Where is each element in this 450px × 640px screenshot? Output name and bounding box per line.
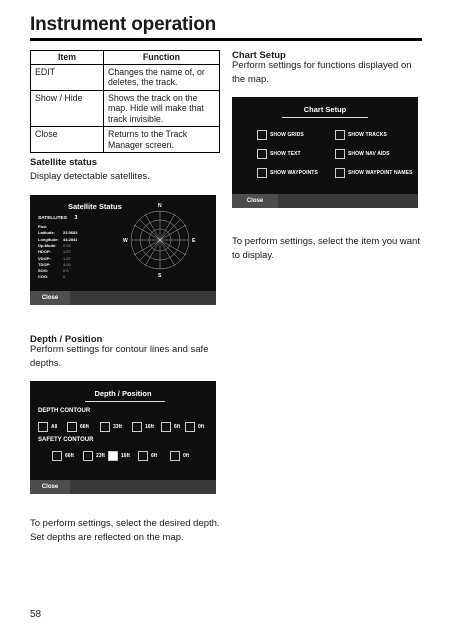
depth-heading: Depth / Position (30, 334, 103, 345)
depth-text: Perform settings for contour lines and safe depths. (30, 344, 209, 369)
page-title: Instrument operation (30, 14, 217, 35)
checkbox-icon (257, 168, 267, 178)
satellite-readout-row (38, 243, 71, 248)
checkbox-icon (38, 422, 48, 432)
depth-option-toggle[interactable] (108, 451, 130, 461)
satellite-heading: Satellite status (30, 157, 98, 168)
chart-setup-heading: Chart Setup (232, 50, 286, 61)
depth-option-label: 23ft (96, 453, 105, 459)
chart-option-label: SHOW TRACKS (348, 132, 387, 138)
checkbox-icon (185, 422, 195, 432)
readout-label: TDOP: (38, 261, 51, 267)
chart-setup-screen-title: Chart Setup (303, 105, 347, 114)
chart-option-toggle[interactable] (257, 130, 304, 140)
chart-option-label: SHOW GRIDS (270, 132, 304, 138)
close-button[interactable]: Close (30, 480, 70, 494)
compass-west: W (123, 238, 128, 244)
chart-option-toggle[interactable] (335, 149, 390, 159)
checkbox-icon (108, 451, 118, 461)
depth-option-label: 6ft (151, 453, 158, 459)
readout-value: 1.07 (63, 255, 71, 261)
readout-value: 22.5683 (63, 230, 78, 236)
readout-value: 0.00 (63, 242, 71, 248)
close-button[interactable]: Close (30, 291, 70, 305)
title-underline (85, 401, 165, 402)
depth-option-label: 6ft (174, 424, 181, 430)
chart-option-toggle[interactable] (335, 130, 387, 140)
depth-screen-title: Depth / Position (94, 389, 152, 398)
checkbox-icon (83, 451, 93, 461)
checkbox-icon (138, 451, 148, 461)
satellite-readout-row (38, 237, 77, 242)
readout-label: COG: (38, 274, 49, 280)
title-underline (282, 117, 368, 118)
depth-contour-label: DEPTH CONTOUR (38, 408, 91, 414)
satellite-text: Display detectable satellites. (30, 171, 150, 182)
satellites-value: 3 (74, 215, 78, 221)
depth-option-toggle[interactable] (185, 422, 204, 432)
satellite-readout-row (38, 268, 69, 273)
chart-setup-screen (232, 97, 418, 208)
depth-option-toggle[interactable] (67, 422, 89, 432)
depth-option-toggle[interactable] (170, 451, 189, 461)
title-rule (30, 38, 422, 41)
table-cell-function: Shows the track on the map. Hide will make that track invisible. (104, 90, 220, 127)
satellite-readout-row (38, 262, 71, 267)
chart-option-toggle[interactable] (257, 168, 318, 178)
depth-option-toggle[interactable] (38, 422, 57, 432)
readout-label: Fix#: (38, 224, 48, 229)
satellite-screen-title: Satellite Status (68, 202, 122, 211)
table-row (31, 90, 220, 127)
chart-option-label: SHOW WAYPOINTS (270, 170, 318, 176)
table-cell-item: Show / Hide (31, 90, 104, 127)
chart-option-toggle[interactable] (257, 149, 301, 159)
chart-setup-text: Perform settings for functions displayed on the map. (232, 60, 412, 85)
function-table (30, 50, 220, 153)
depth-option-label: 16ft (121, 453, 130, 459)
checkbox-icon (67, 422, 77, 432)
depth-after-text: To perform settings, select the desired depth. Set depths are reflected on the map. (30, 518, 220, 543)
readout-value: 0.0 (63, 268, 69, 274)
depth-option-label: 66ft (80, 424, 89, 430)
satellite-readout-row (38, 230, 77, 235)
checkbox-icon (257, 149, 267, 159)
readout-value: 1.07 (63, 249, 71, 255)
depth-option-toggle[interactable] (83, 451, 105, 461)
chart-option-toggle[interactable] (335, 168, 413, 178)
readout-value: 44.2841 (63, 236, 78, 242)
depth-option-label: 0ft (198, 424, 205, 430)
depth-option-toggle[interactable] (138, 451, 157, 461)
depth-option-label: 16ft (145, 424, 154, 430)
table-cell-item: EDIT (31, 64, 104, 90)
readout-value: 4.00 (63, 261, 71, 267)
table-cell-function: Returns to the Track Manager screen. (104, 127, 220, 153)
depth-option-label: 66ft (65, 453, 74, 459)
readout-label: VDOP: (38, 255, 51, 261)
chart-option-label: SHOW NAV AIDS (348, 151, 390, 157)
checkbox-icon (335, 149, 345, 159)
chart-option-label: SHOW TEXT (270, 151, 301, 157)
checkbox-icon (335, 130, 345, 140)
satellite-sky-plot (130, 210, 190, 270)
close-button[interactable]: Close (232, 194, 278, 208)
depth-option-toggle[interactable] (100, 422, 122, 432)
checkbox-icon (257, 130, 267, 140)
readout-value: 0 (63, 274, 66, 280)
compass-south: S (158, 273, 162, 279)
satellites-count (38, 215, 77, 221)
depth-position-screen (30, 381, 216, 494)
table-header-item: Item (31, 51, 104, 65)
table-cell-function: Changes the name of, or deletes, the track. (104, 64, 220, 90)
depth-option-label: All (51, 424, 58, 430)
table-header-function: Function (104, 51, 220, 65)
compass-north: N (158, 203, 162, 209)
depth-option-label: 0ft (183, 453, 190, 459)
table-header-row (31, 51, 220, 65)
safety-contour-label: SAFETY CONTOUR (38, 437, 94, 443)
readout-label: Op.Mode: (38, 242, 57, 248)
checkbox-icon (100, 422, 110, 432)
checkbox-icon (52, 451, 62, 461)
depth-option-toggle[interactable] (52, 451, 74, 461)
checkbox-icon (335, 168, 345, 178)
chart-option-label: SHOW WAYPOINT NAMES (348, 170, 413, 176)
compass-east: E (192, 238, 196, 244)
chart-setup-after-text: To perform settings, select the item you want to display. (232, 236, 420, 261)
satellite-status-screen (30, 195, 216, 305)
readout-label: SOG: (38, 268, 49, 274)
satellite-readout-row (38, 249, 71, 254)
readout-label: Longitude: (38, 236, 59, 242)
depth-option-toggle[interactable] (132, 422, 154, 432)
depth-option-label: 33ft (113, 424, 122, 430)
satellite-readout-row (38, 224, 63, 229)
readout-label: HDOP: (38, 249, 51, 255)
checkbox-icon (170, 451, 180, 461)
table-row (31, 127, 220, 153)
page-number: 58 (30, 609, 42, 620)
satellites-label: SATELLITES (38, 216, 67, 221)
depth-option-toggle[interactable] (161, 422, 180, 432)
satellite-readout-row (38, 256, 71, 261)
readout-label: Latitude: (38, 230, 55, 236)
table-row (31, 64, 220, 90)
checkbox-icon (132, 422, 142, 432)
checkbox-icon (161, 422, 171, 432)
table-cell-item: Close (31, 127, 104, 153)
satellite-readout-row (38, 274, 65, 279)
